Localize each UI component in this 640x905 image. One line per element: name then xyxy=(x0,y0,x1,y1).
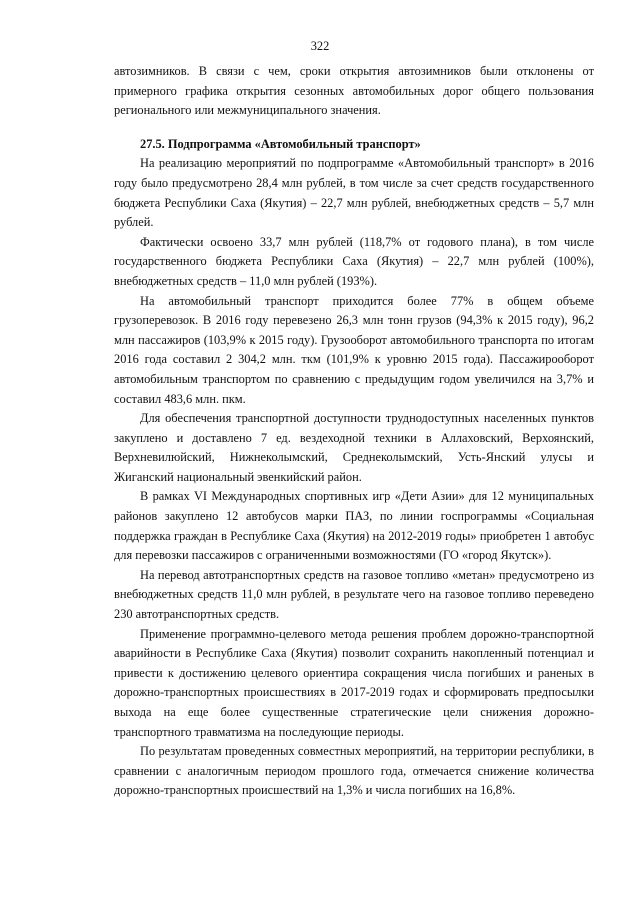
paragraph-continuation: автозимников. В связи с чем, сроки открытия автозимников были отклонены от примерного графика открытия сезонных автомобильных дорог общего пользования регионального или межмуниципального значения. xyxy=(114,64,594,118)
paragraph-gas-fuel: На перевод автотранспортных средств на газовое топливо «метан» предусмотрено из внебюджетных средств 11,0 млн рублей, в результате чего на газовое топливо переведено 230 автотранспортных средств. xyxy=(114,567,594,622)
paragraph-transport-access: Для обеспечения транспортной доступности труднодоступных населенных пунктов закуплено и доставлено 7 ед. вездеходной техники в Аллаховский, Верхоянский, Верхневилюйский, Нижнеколымский, Среднеколымский, Усть-Янский улусы и Жиганский национальный эвенкийский район. xyxy=(114,411,594,484)
page-content xyxy=(114,62,594,801)
paragraph-accident-results: По результатам проведенных совместных мероприятий, на территории республики, в сравнении с аналогичным периодом прошлого года, отмечается снижение количества дорожно-транспортных происшествий на 1,3% и числа погибших на 16,8%. xyxy=(114,744,594,798)
paragraph-actual-spending: Фактически освоено 33,7 млн рублей (118,7% от годового плана), в том числе государственного бюджета Республики Саха (Якутия) – 22,7 млн рублей (100%), внебюджетных средств – 11,0 млн рублей (193%). xyxy=(114,234,594,288)
paragraph-freight-volume: На автомобильный транспорт приходится более 77% в общем объеме грузоперевозок. В 2016 году перевезено 26,3 млн тонн грузов (94,3% к 2015 году), 96,2 млн пассажиров (103,9% к 2015 году). Грузооборот автомобильного транспорта по итогам 2016 года составил 2 304,2 млн. ткм (101,9% к уровню 2015 года). Пассажирооборот автомобильным транспортом по сравнению с предыдущим годом увеличился на 3,7% и составил 483,6 млн. пкм. xyxy=(114,293,594,406)
section-heading: 27.5. Подпрограмма «Автомобильный транспорт» xyxy=(140,136,421,151)
page-number: 322 xyxy=(310,39,330,53)
paragraph-funding: На реализацию мероприятий по подпрограмме «Автомобильный транспорт» в 2016 году было предусмотрено 28,4 млн рублей, в том числе за счет средств государственного бюджета Республики Саха (Якутия) – 22,7 млн рублей, внебюджетных средств – 5,7 млн рублей. xyxy=(114,156,594,230)
paragraph-buses: В рамках VI Международных спортивных игр «Дети Азии» для 12 муниципальных районов закуплено 12 автобусов марки ПАЗ, по линии госпрограммы «Социальная поддержка граждан в Республике Саха (Якутия) на 2012-2019 годы» приобретен 1 автобус для перевозки пассажиров с ограниченными возможностями (ГО «город Якутск»). xyxy=(114,489,594,563)
paragraph-road-safety-program: Применение программно-целевого метода решения проблем дорожно-транспортной аварийности в Республике Саха (Якутия) позволит сохранить накопленный потенциал и привести к достижению целевого ориентира сокращения числа погибших и раненых в дорожно-транспортных происшествиях в 2017-2019 годах и сформировать предпосылки выхода на еще более существенные стратегические цели снижения дорожно-транспортного травматизма на последующие периоды. xyxy=(114,626,594,739)
